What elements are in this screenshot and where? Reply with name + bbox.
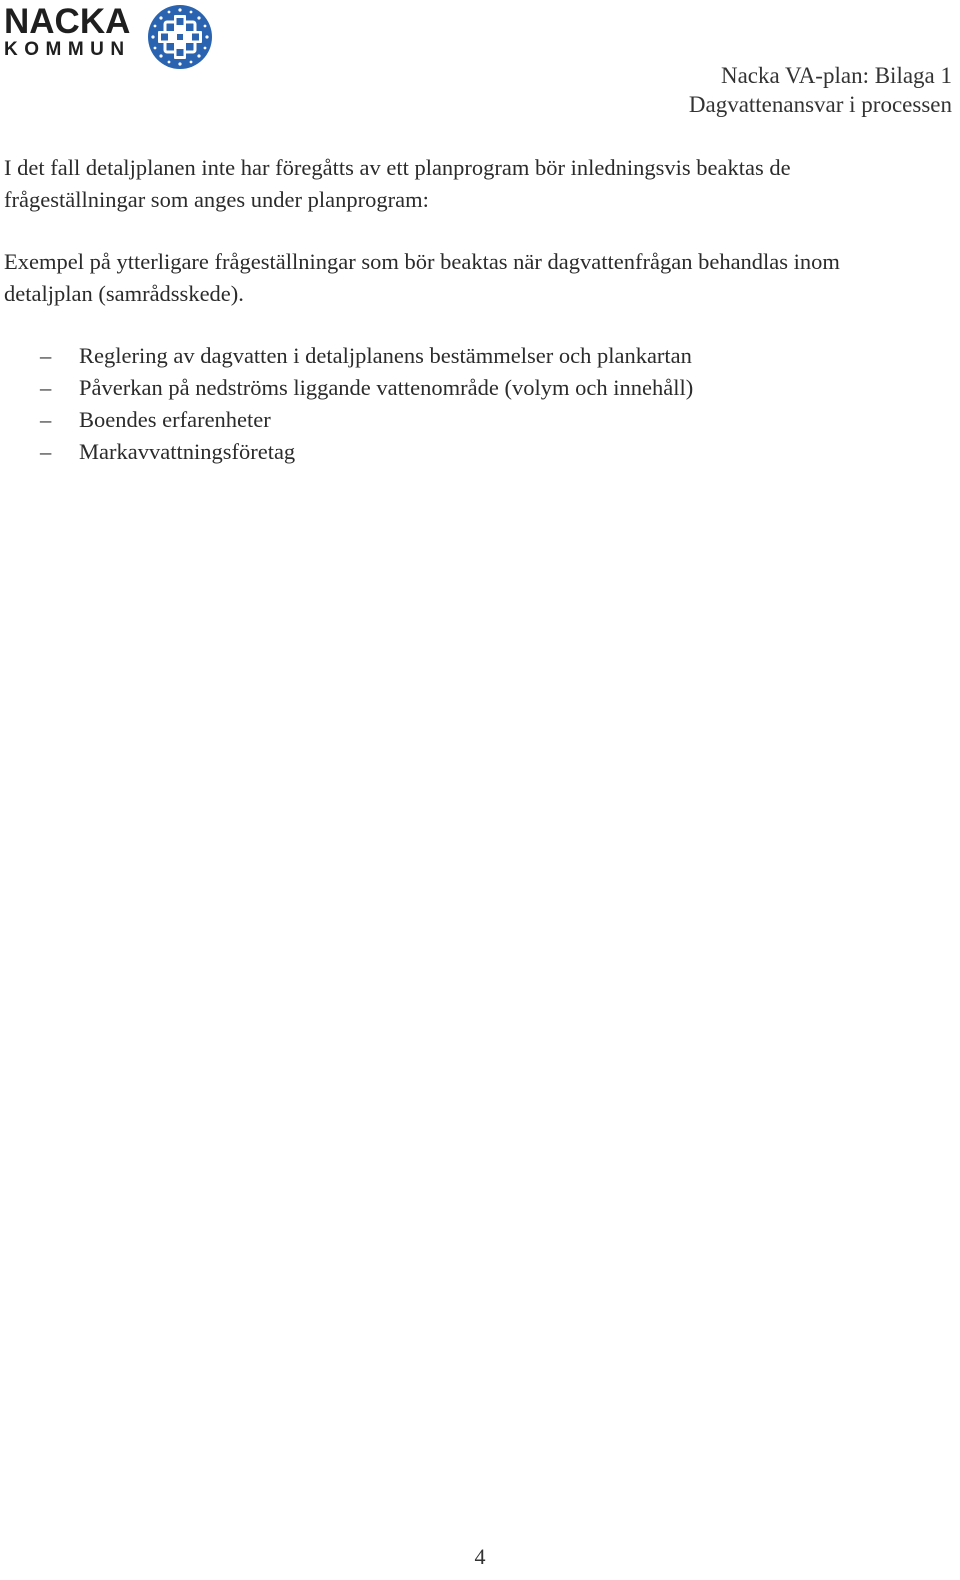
document-header <box>689 61 952 119</box>
paragraph-intro: I det fall detaljplanen inte har föregåtts av ett planprogram bör inledningsvis beaktas de frågeställningar som anges under planprogram: <box>4 155 791 212</box>
bullet-dash: – <box>40 375 52 400</box>
header-title: Nacka VA-plan: Bilaga 1 <box>720 63 952 88</box>
list-item-text: Reglering av dagvatten i detaljplanens bestämmelser och plankartan <box>79 343 692 368</box>
municipal-emblem-icon <box>147 4 213 70</box>
list-item-text: Påverkan på nedströms liggande vattenområde (volym och innehåll) <box>79 375 694 400</box>
list-item <box>40 372 693 404</box>
bullet-list <box>40 340 693 468</box>
bullet-dash: – <box>40 407 52 432</box>
list-item-text: Markavvattningsföretag <box>79 439 296 464</box>
paragraph-examples: Exempel på ytterligare frågeställningar som bör beaktas när dagvattenfrågan behandlas inom detaljplan (samrådsskede). <box>4 249 840 306</box>
bullet-dash: – <box>40 343 52 368</box>
nacka-kommun-logo <box>4 4 219 70</box>
logo-word-nacka: NACKA <box>4 2 131 41</box>
header-subtitle: Dagvattenansvar i processen <box>688 92 952 117</box>
list-item <box>40 436 693 468</box>
list-item <box>40 404 693 436</box>
logo-text <box>4 4 131 59</box>
list-item-text: Boendes erfarenheter <box>79 407 271 432</box>
page-number: 4 <box>474 1544 486 1569</box>
logo-word-kommun: KOMMUN <box>4 39 131 60</box>
bullet-dash: – <box>40 439 52 464</box>
list-item <box>40 340 693 372</box>
